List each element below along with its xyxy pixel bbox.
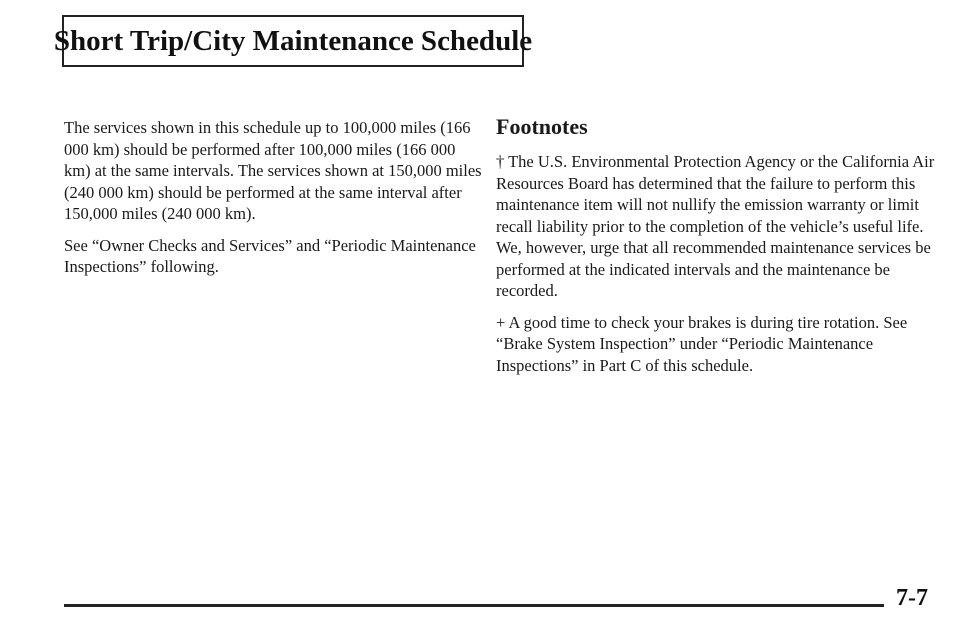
footnotes-heading: Footnotes xyxy=(496,114,588,139)
section-title-box xyxy=(53,15,533,67)
page-number: 7-7 xyxy=(896,585,928,611)
footer-rule xyxy=(64,604,884,607)
schedule-intro-paragraph: The services shown in this schedule up to 100,000 miles (166 000 km) should be performed after 100,000 miles (166 000 km) at the same intervals. The services shown at 150,000 miles (240 000 km) should be performed at the same interval after 150,000 miles (240 000 km). xyxy=(64,118,482,223)
footnote-dagger: † The U.S. Environmental Protection Agency or the California Air Resources Board has determined that the failure to perform this maintenance item will not nullify the emission warranty or limit recall liability prior to the completion of the vehicle’s useful life. We, however, urge that all recommended maintenance services be performed at the indicated intervals and the maintenance be recorded. xyxy=(496,152,935,300)
intro-column xyxy=(64,117,484,288)
footnotes-column xyxy=(496,113,940,386)
page-title: Short Trip/City Maintenance Schedule xyxy=(53,24,533,57)
footnote-plus: + A good time to check your brakes is during tire rotation. See “Brake System Inspection” under “Periodic Maintenance Inspections” in Part C of this schedule. xyxy=(496,312,908,375)
see-also-paragraph: See “Owner Checks and Services” and “Periodic Maintenance Inspections” following. xyxy=(64,235,476,276)
